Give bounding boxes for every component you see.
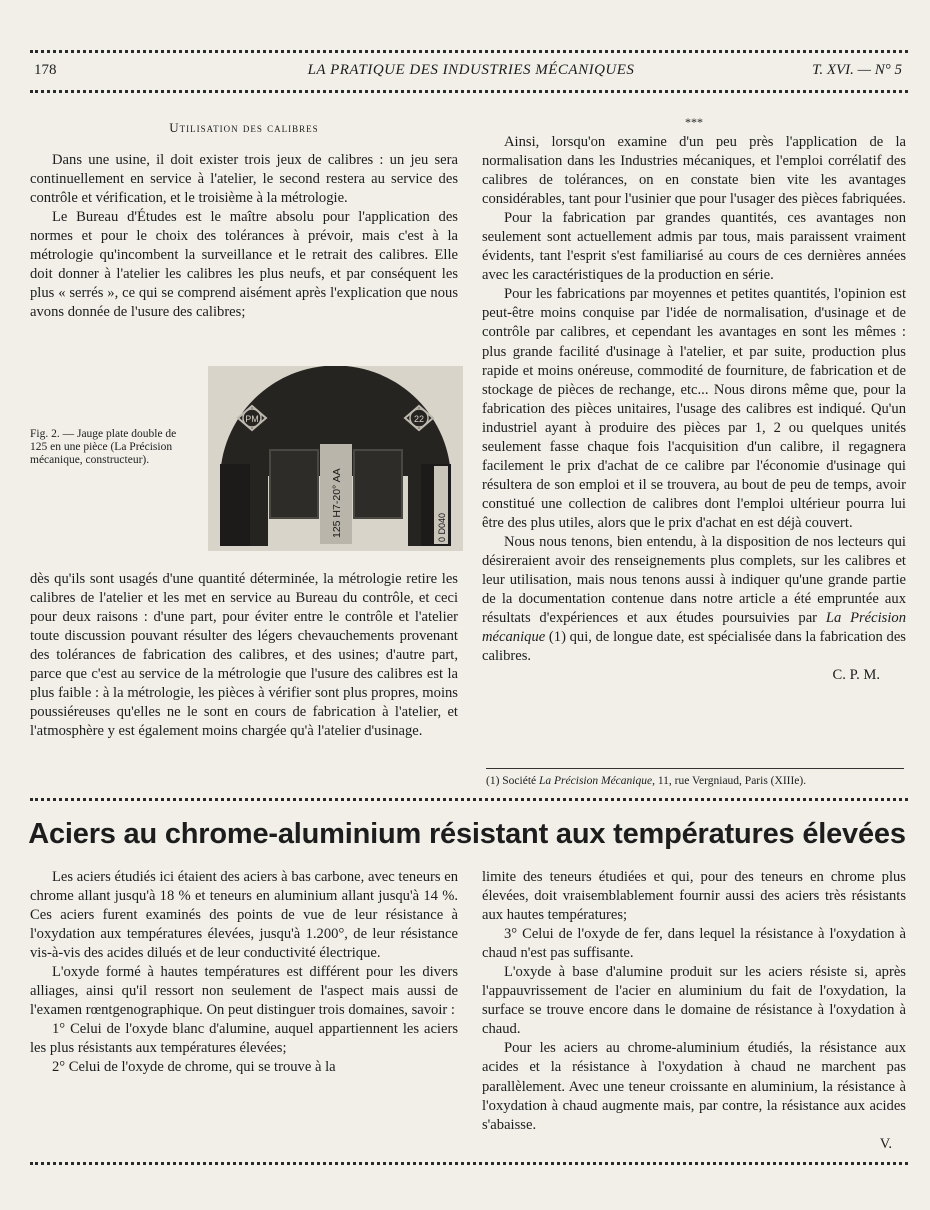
article1-left-bottom: [30, 570, 458, 741]
paragraph: dès qu'ils sont usagés d'une quantité déterminée, la métrologie retire les calibres de l'atelier et les met en service au Bureau du contrôle, et ceci pour deux raisons : d'une part, pour éviter entre le contrôle et l'atelier toute discussion pouvant résulter des légers chevauchements provenant des tolérances de fabrication des calibres, et des usines; d'autre part, parce que c'est au service de la métrologie que l'usure des calibres est la plus faible : à la métrologie, les pièces à vérifier sont plus propres, moins poussiéreuses qu'elles ne le sont en cours de fabrication à l'atelier, et l'atmosphère y est également moins chargée qu'à l'atelier d'usinage.: [30, 571, 458, 740]
article2-title: Aciers au chrome-aluminium résistant aux températures élevées: [28, 818, 906, 850]
article2-signature-row: [482, 1135, 906, 1154]
article2-signature: V.: [879, 1135, 892, 1152]
footnote: [486, 768, 904, 787]
article1-signature: C. P. M.: [832, 667, 880, 684]
paragraph: Dans une usine, il doit exister trois jeux de calibres : un jeu sera continuellement en service à l'atelier, le second restera au service des contrôle et vérification, et le troisième à la métrologie.: [30, 152, 458, 207]
article2-left-column: [30, 868, 458, 1078]
paragraph: Pour la fabrication par grandes quantités, ces avantages non seulement sont actuellement admis par tous, mais paraissent vraiment évidents, tant l'esprit s'est familiarisé au cours de ces dernières années avec les caractéristiques de la production en série.: [482, 210, 906, 284]
paragraph: L'oxyde formé à hautes températures est différent pour les divers alliages, ainsi qu'il ressort non seulement de l'aspect mais aussi de l'examen rœntgenographique. On peut distinguer trois domaines, savoir :: [30, 964, 458, 1019]
paragraph: Pour les fabrications par moyennes et petites quantités, l'opinion est peut-être moins conquise par l'idée de normalisation, d'usinage et de contrôle par calibres, et cependant les avantages en sont les mêmes : plus grande facilité d'usinage à l'atelier, et par suite, production plus rapide et moins onéreuse, commodité de fourniture, de fabrication et de stockage de pièces de rechange, etc... Nous dirons même que, pour la fabrication des pièces unitaires, l'usage des calibres est indiqué. Qu'un industriel ayant à produire des pièces par 1, 2 ou quelques unités seulement fasse chaque fois l'acquisition d'un calibre, il regagnera facilement le prix d'achat de ce calibre par l'économie d'usinage qui résultera de son emploi et il se trouvera, au bout de peu de temps, avoir constitué une collection de calibres dont l'emploi ultérieur pourra lui être des plus utiles, alors que le prix d'achat en est déjà couvert.: [482, 286, 906, 531]
page-number: 178: [34, 62, 57, 78]
header-bottom-rule: [30, 90, 908, 93]
paragraph-end: (1) qui, de longue date, est spécialisée dans la fabrication des calibres.: [482, 629, 906, 665]
article-divider: [30, 798, 908, 801]
article1-left-top: [30, 118, 458, 322]
footnote-address: , 11, rue Vergniaud, Paris (XIIIe).: [652, 775, 807, 787]
paragraph: Ainsi, lorsqu'on examine d'un peu près l'application de la normalisation dans les Industries mécaniques, et l'emploi corrélatif des calibres de tolérances, on en constate bien vite les avantages considérables, tant pour l'usinier que pour l'usager des pièces fabriquées.: [482, 134, 906, 208]
volume-number: T. XVI. — N° 5: [812, 62, 902, 78]
figure-caption: Fig. 2. — Jauge plate double de 125 en une pièce (La Précision mécanique, constructeur).: [30, 428, 177, 466]
paragraph: 2° Celui de l'oxyde de chrome, qui se trouve à la: [52, 1059, 336, 1076]
paragraph: L'oxyde à base d'alumine produit sur les aciers résiste si, après l'appauvrissement de l'acier en aluminium du fait de l'oxydation, la surface se trouve encore dans le domaine de résistance à l'oxydation à chaud.: [482, 964, 906, 1038]
paragraph: limite des teneurs étudiées et qui, pour des teneurs en chrome plus élevées, doit vraisemblablement fournir aussi des aciers très résistants aux hautes températures;: [482, 869, 906, 924]
svg-text:PM: PM: [245, 414, 259, 424]
article2-right-column: [482, 868, 906, 1154]
paragraph: Le Bureau d'Études est le maître absolu pour l'application des normes et pour le choix des tolérances à prévoir, mais c'est à la métrologie qu'incombent la surveillance et le retrait des calibres. Elle doit donner à l'atelier les calibres les plus neufs, et par conséquent les plus « serrés », ce qui se comprend aisément après l'explication que nous avons donnée de l'usure des calibres;: [30, 209, 458, 321]
footnote-company: La Précision Mécanique: [539, 775, 653, 787]
paragraph: [482, 533, 906, 666]
header-top-rule: [30, 50, 908, 53]
footer-rule: [30, 1162, 908, 1165]
section-separator: ***: [685, 115, 703, 129]
gauge-figure: [208, 366, 463, 551]
footnote-prefix: (1) Société: [486, 775, 540, 787]
gauge-size-label: 125 H7-20° AA: [331, 468, 343, 538]
section-title: Utilisation des calibres: [169, 120, 319, 135]
gauge-photo-illustration: [208, 366, 463, 551]
article1-signature-row: [482, 666, 906, 685]
svg-text:22: 22: [413, 414, 425, 424]
paragraph: 3° Celui de l'oxyde de fer, dans lequel la résistance à l'oxydation à chaud n'est pas suffisante.: [482, 926, 906, 962]
paragraph: 1° Celui de l'oxyde blanc d'alumine, auquel appartiennent les aciers les plus résistants aux températures élevées;: [30, 1021, 458, 1057]
company-name: La Précision mécanique: [482, 610, 907, 646]
paragraph: Les aciers étudiés ici étaient des aciers à bas carbone, avec teneurs en chrome allant jusqu'à 18 % et teneurs en aluminium allant jusqu'à 14 %. Ces aciers furent examinés des points de vue de leur résistance à l'oxydation aux températures élevées, jusqu'à 1.200°, de leur résistance vis-à-vis des acides dilués et de leur conductivité électrique.: [30, 869, 458, 962]
paragraph-text: Nous nous tenons, bien entendu, à la disposition de nos lecteurs qui désireraient avoir des renseignements plus complets, sur les calibres et leur utilisation, mais nous tenons aussi à indiquer qu'une grande partie de la documentation contenue dans notre article a été empruntée aux résultats d'expériences et aux études poursuivies par: [482, 533, 906, 627]
gauge-tolerance-label: 0 D040: [437, 512, 447, 542]
running-header: [34, 58, 908, 84]
paragraph: Pour les aciers au chrome-aluminium étudiés, la résistance aux acides et la résistance à l'oxydation à chaud ne marchent pas parallèlement. Avec une teneur croissante en aluminium, la résistance à l'oxydation à chaud augmente mais, par contre, la résistance aux acides s'abaisse.: [482, 1040, 906, 1133]
journal-title: LA PRATIQUE DES INDUSTRIES MÉCANIQUES: [307, 62, 635, 78]
article1-right-column: [482, 115, 907, 685]
